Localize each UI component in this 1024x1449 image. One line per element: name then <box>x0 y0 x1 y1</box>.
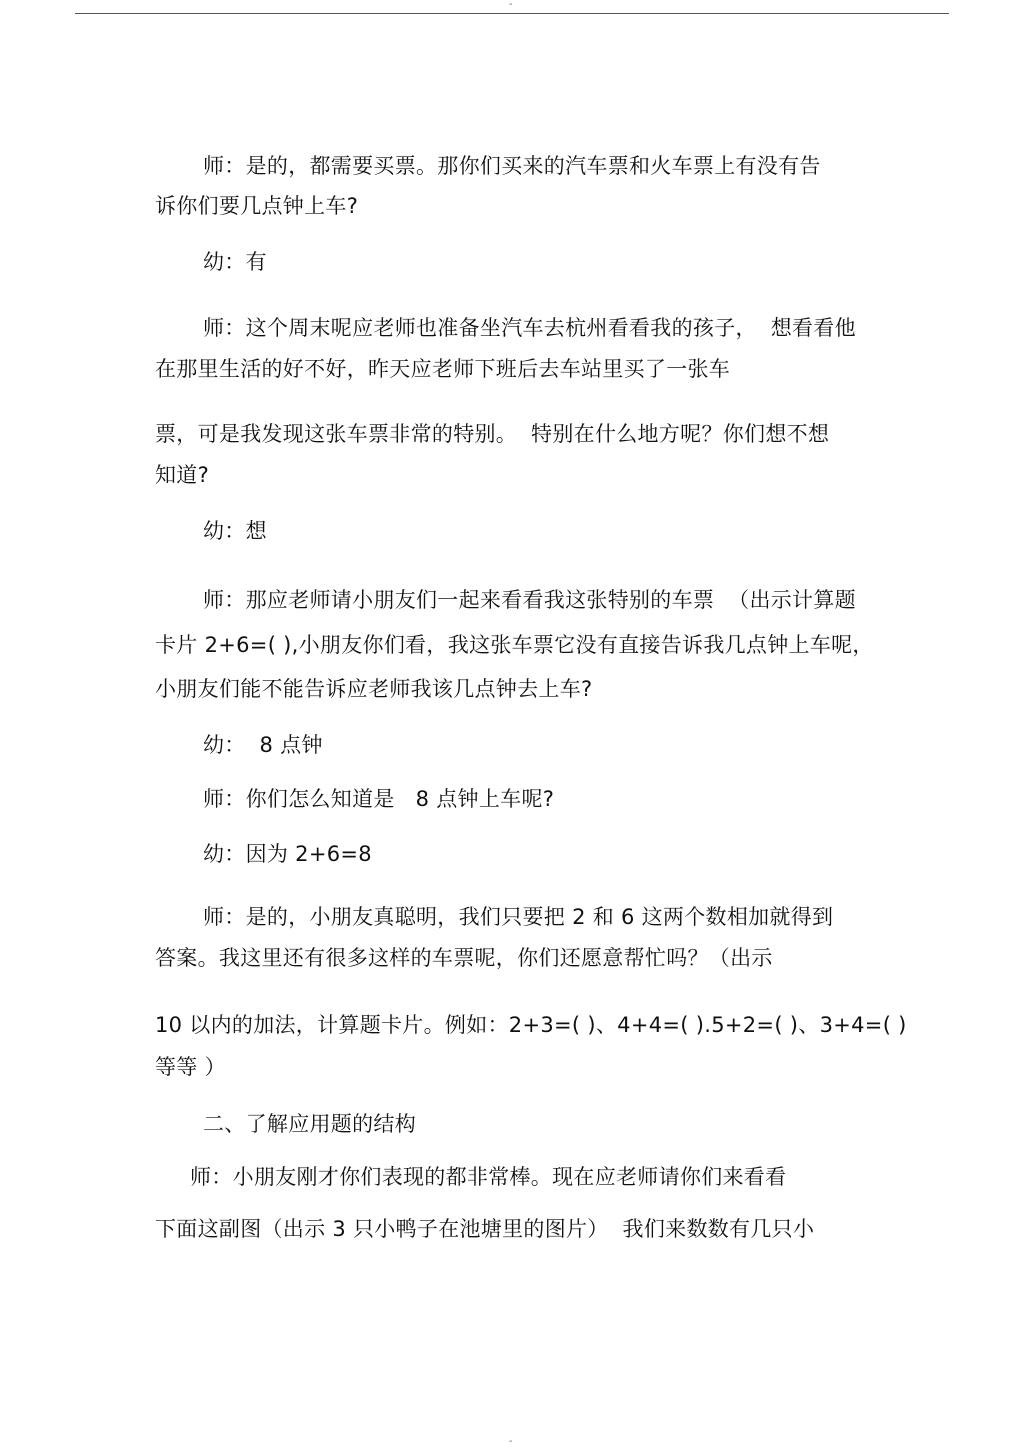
section-heading: 二、了解应用题的结构 <box>203 1112 416 1136</box>
text-line: 师：那应老师请小朋友们一起来看看我这张特别的车票 （出示计算题 <box>203 588 856 612</box>
footer-mark: - <box>509 1436 513 1447</box>
text-line: 下面这副图（出示 3 只小鸭子在池塘里的图片） 我们来数数有几只小 <box>155 1217 815 1241</box>
text-line: 幼： 8 点钟 <box>203 733 323 757</box>
text-line: 幼：因为 2+6=8 <box>203 842 372 866</box>
text-line: 师：这个周末呢应老师也准备坐汽车去杭州看看我的孩子， 想看看他 <box>203 316 856 340</box>
text-line: 卡片 2+6=( ),小朋友你们看，我这张车票它没有直接告诉我几点钟上车呢， <box>155 633 874 657</box>
text-line: 诉你们要几点钟上车? <box>155 194 359 218</box>
text-line: 10 以内的加法，计算题卡片。例如：2+3=( )、4+4=( ).5+2=( )、3+4=( ) <box>155 1013 907 1037</box>
text-line: 在那里生活的好不好，昨天应老师下班后去车站里买了一张车 <box>155 357 731 381</box>
text-line: 师：是的，小朋友真聪明，我们只要把 2 和 6 这两个数相加就得到 <box>203 905 834 929</box>
header-mark: - <box>509 0 513 10</box>
text-line: 师：小朋友刚才你们表现的都非常棒。现在应老师请你们来看看 <box>190 1165 787 1189</box>
text-line: 票，可是我发现这张车票非常的特别。 特别在什么地方呢？你们想不想 <box>155 422 830 446</box>
text-line: 幼：想 <box>203 519 267 543</box>
header-rule <box>75 13 949 14</box>
text-line: 师：你们怎么知道是 8 点钟上车呢? <box>203 787 555 811</box>
text-line: 答案。我这里还有很多这样的车票呢，你们还愿意帮忙吗？（出示 <box>155 946 773 970</box>
text-line: 小朋友们能不能告诉应老师我该几点钟去上车? <box>155 677 593 701</box>
text-line: 等等 ） <box>155 1055 226 1079</box>
text-line: 师：是的，都需要买票。那你们买来的汽车票和火车票上有没有告 <box>203 154 821 178</box>
text-line: 知道? <box>155 463 210 487</box>
text-line: 幼：有 <box>203 250 267 274</box>
